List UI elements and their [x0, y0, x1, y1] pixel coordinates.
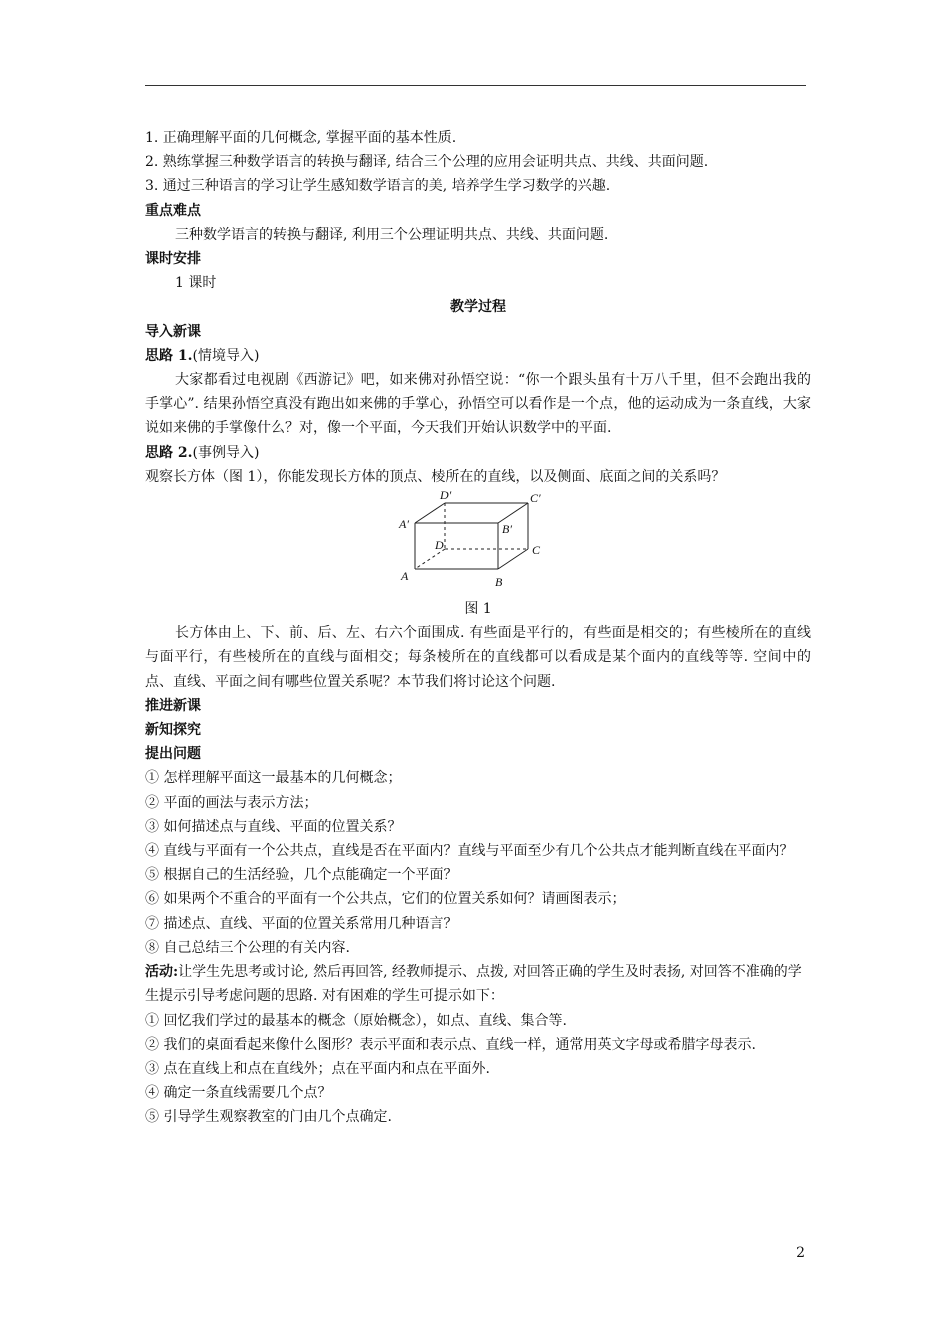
page-number: 2 — [796, 1245, 805, 1261]
idea2-label-text: 思路 2. — [145, 444, 193, 461]
question-2: ② 平面的画法与表示方法； — [145, 794, 318, 811]
question-1: ① 怎样理解平面这一最基本的几何概念； — [145, 770, 402, 787]
idea1-tag: (情境导入) — [192, 347, 260, 364]
label-a1: A′ — [399, 517, 409, 532]
question-5: ⑤ 根据自己的生活经验，几个点能确定一个平面？ — [145, 867, 458, 884]
question-4: ④ 直线与平面有一个公共点，直线是否在平面内？直线与平面至少有几个公共点才能判断直线在平面内？ — [145, 843, 794, 860]
process-title: 教学过程 — [450, 299, 506, 316]
key-points-heading: 重点难点 — [145, 202, 201, 219]
hint-5: ⑤ 引导学生观察教室的门由几个点确定. — [145, 1109, 392, 1126]
question-3: ③ 如何描述点与直线、平面的位置关系？ — [145, 818, 402, 835]
key-points-text: 三种数学语言的转换与翻译, 利用三个公理证明共点、共线、共面问题. — [175, 226, 609, 243]
new-lesson-heading: 推进新课 — [145, 697, 201, 714]
edge-a1d1 — [415, 503, 445, 523]
idea2-label — [145, 441, 811, 465]
after-figure-text: 长方体由上、下、前、后、左、右六个面围成. 有些面是平行的，有些面是相交的；有些棱所在的直线与面平行，有些棱所在的直线与面相交；每条棱所在的直线都可以看成是某个面内的直线等等. 空间中的点、直线、平面之间有哪些位置关系呢？本节我们将讨论这个问题. — [145, 625, 811, 690]
objective-3: 3. 通过三种语言的学习让学生感知数学语言的美, 培养学生学习数学的兴趣. — [145, 178, 611, 195]
idea2-tag: (事例导入) — [192, 444, 260, 461]
cuboid-figure — [145, 489, 811, 597]
activity-paragraph — [145, 960, 811, 1008]
questions-heading: 提出问题 — [145, 746, 201, 763]
question-6: ⑥ 如果两个不重合的平面有一个公共点，它们的位置关系如何？请画图表示； — [145, 891, 626, 908]
hint-1: ① 回忆我们学过的最基本的概念（原始概念），如点、直线、集合等. — [145, 1012, 567, 1029]
cuboid-diagram — [395, 491, 555, 595]
idea2-text: 观察长方体（图 1），你能发现长方体的顶点、棱所在的直线，以及侧面、底面之间的关系吗？ — [145, 468, 726, 485]
idea1-text: 大家都看过电视剧《西游记》吧，如来佛对孙悟空说：“你一个跟头虽有十万八千里，但不会跑出我的手掌心”. 结果孙悟空真没有跑出如来佛的手掌心，孙悟空可以看作是一个点，他的运动成为一条直线，大家说如来佛的手掌像什么？对，像一个平面，今天我们开始认识数学中的平面. — [145, 372, 811, 437]
activity-text: 让学生先思考或讨论, 然后再回答, 经教师提示、点拨, 对回答正确的学生及时表扬, 对回答不准确的学生提示引导考虑问题的思路. 对有困难的学生可提示如下： — [145, 964, 802, 1005]
label-c1: C′ — [530, 491, 541, 506]
schedule-text: 1 课时 — [175, 275, 217, 292]
label-b1: B′ — [502, 522, 512, 537]
label-b: B — [495, 575, 503, 590]
idea1-label-text: 思路 1. — [145, 347, 193, 364]
objective-1: 1. 正确理解平面的几何概念, 掌握平面的基本性质. — [145, 130, 457, 146]
label-a: A — [401, 569, 409, 584]
objective-2: 2. 熟练掌握三种数学语言的转换与翻译, 结合三个公理的应用会证明共点、共线、共面问题. — [145, 154, 709, 171]
edge-cb — [498, 549, 528, 569]
explore-heading: 新知探究 — [145, 722, 201, 739]
label-d1: D′ — [440, 491, 452, 503]
hint-4: ④ 确定一条直线需要几个点？ — [145, 1085, 332, 1102]
edge-c1b1 — [498, 503, 528, 523]
activity-label: 活动: — [145, 964, 179, 981]
hint-3: ③ 点在直线上和点在直线外；点在平面内和点在平面外. — [145, 1060, 490, 1077]
question-7: ⑦ 描述点、直线、平面的位置关系常用几种语言？ — [145, 915, 458, 932]
header-rule — [145, 85, 806, 86]
edge-da-hidden — [415, 549, 445, 569]
schedule-heading: 课时安排 — [145, 251, 201, 268]
figure-caption: 图 1 — [464, 601, 492, 618]
label-c: C — [532, 543, 541, 558]
idea1-label — [145, 344, 811, 368]
intro-heading: 导入新课 — [145, 323, 201, 340]
label-d: D — [435, 538, 444, 553]
hint-2: ② 我们的桌面看起来像什么图形？表示平面和表示点、直线一样，通常用英文字母或希腊字母表示. — [145, 1036, 756, 1053]
question-8: ⑧ 自己总结三个公理的有关内容. — [145, 939, 350, 956]
document-body — [145, 126, 811, 1130]
